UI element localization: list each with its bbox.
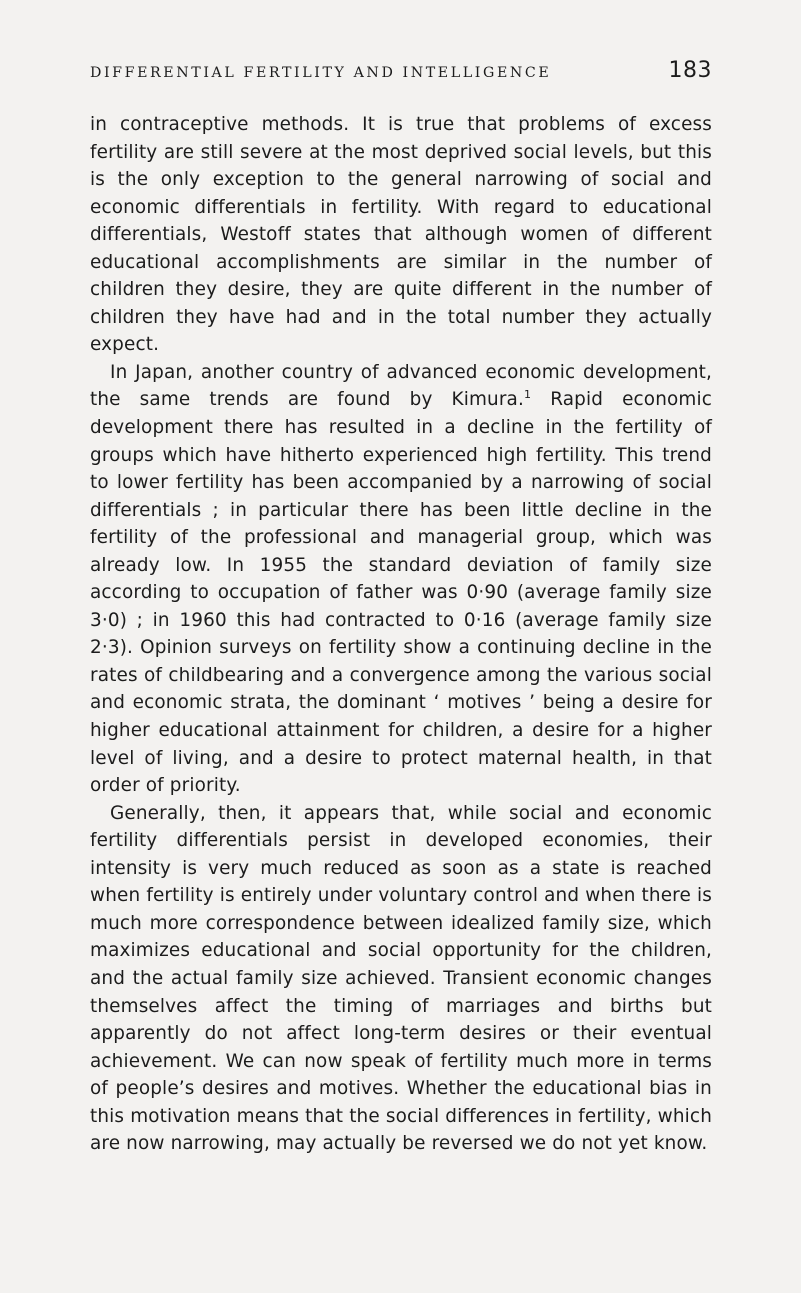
paragraph-japan-rest: Rapid economic development there has resulted in a decline in the fertility of groups which have hitherto experienced high fertility. This trend to lower fertility has been accompanied by a narrowing of social differentials ; in particular there has been little decline in the fertility of the professional and managerial group, which was already low. In 1955 the standard deviation of family size according to occupation of father was 0·90 (average family size 3·0) ; in 1960 this had contracted to 0·16 (average family size 2·3). Opinion surveys on fertility show a continuing decline in the rates of childbearing and a convergence among the various social and economic strata, the dominant ‘ motives ’ being a desire for higher educational attainment for children, a desire for a higher level of living, and a desire to protect maternal health, in that order of priority.: [90, 389, 712, 797]
paragraph-japan: [90, 359, 712, 800]
body-text: [90, 111, 712, 1158]
footnote-marker: 1: [523, 388, 532, 402]
paragraph-generally: Generally, then, it appears that, while social and economic fertility differentials persist in developed economies, their intensity is very much reduced as soon as a state is reached when fertility is entirely under voluntary control and when there is much more correspondence between idealized family size, which maximizes educational and social opportunity for the children, and the actual family size achieved. Transient economic changes themselves affect the timing of marriages and births but apparently do not affect long-term desires or their eventual achievement. We can now speak of fertility much more in terms of people’s desires and motives. Whether the educational bias in this motivation means that the social differences in fertility, which are now narrowing, may actually be reversed we do not yet know.: [90, 802, 712, 1155]
running-head: [90, 58, 712, 94]
running-title: DIFFERENTIAL FERTILITY AND INTELLIGENCE: [90, 65, 552, 81]
paragraph-continued: in contraceptive methods. It is true that problems of excess fertility are still severe at the most deprived social levels, but this is the only exception to the general narrowing of social and economic differentials in fertility. With regard to educational differentials, Westoff states that although women of different educational accomplishments are similar in the number of children they desire, they are quite different in the number of children they have had and in the total number they actually expect.: [90, 114, 712, 356]
paragraph-japan-lead: In Japan, another country of advanced economic development, the same trends are found by Kimura.: [90, 361, 712, 411]
page-number: 183: [668, 58, 712, 83]
